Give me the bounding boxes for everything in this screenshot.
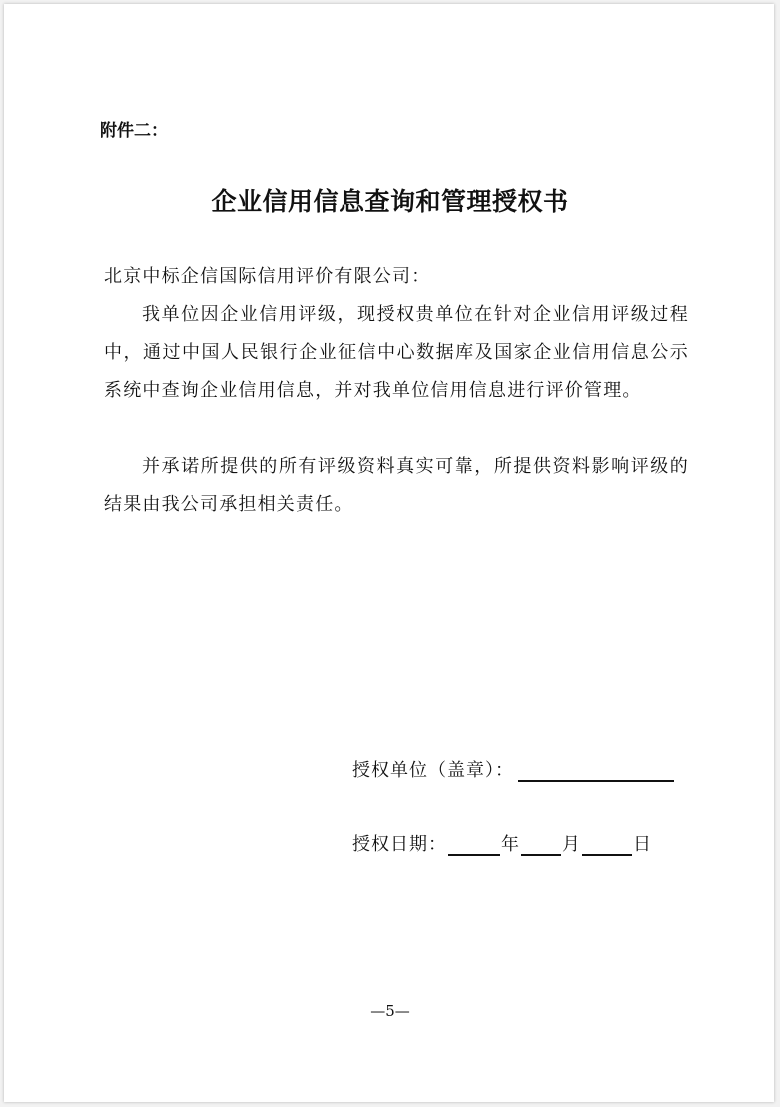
day-label: 日 xyxy=(633,834,652,855)
date-label: 授权日期： xyxy=(352,834,447,855)
document-page xyxy=(4,4,774,1102)
month-blank-line xyxy=(521,834,561,856)
signature-unit-row xyxy=(352,756,675,782)
year-label: 年 xyxy=(501,834,520,855)
unit-label: 授权单位（盖章）： xyxy=(352,760,514,781)
unit-blank-line xyxy=(518,760,674,782)
day-blank-line xyxy=(582,834,632,856)
signature-date-row xyxy=(352,830,652,856)
document-title: 企业信用信息查询和管理授权书 xyxy=(211,187,569,216)
month-label: 月 xyxy=(562,834,581,855)
paragraph-commitment: 并承诺所提供的所有评级资料真实可靠，所提供资料影响评级的结果由我公司承担相关责任。 xyxy=(104,456,689,515)
attachment-label: 附件二： xyxy=(100,121,168,141)
page-number: —5— xyxy=(370,1002,410,1020)
salutation: 北京中标企信国际信用评价有限公司： xyxy=(104,266,431,287)
paragraph-authorization: 我单位因企业信用评级，现授权贵单位在针对企业信用评级过程中，通过中国人民银行企业征信中心数据库及国家企业信用信息公示系统中查询企业信用信息，并对我单位信用信息进行评价管理。 xyxy=(104,304,689,401)
year-blank-line xyxy=(448,834,500,856)
